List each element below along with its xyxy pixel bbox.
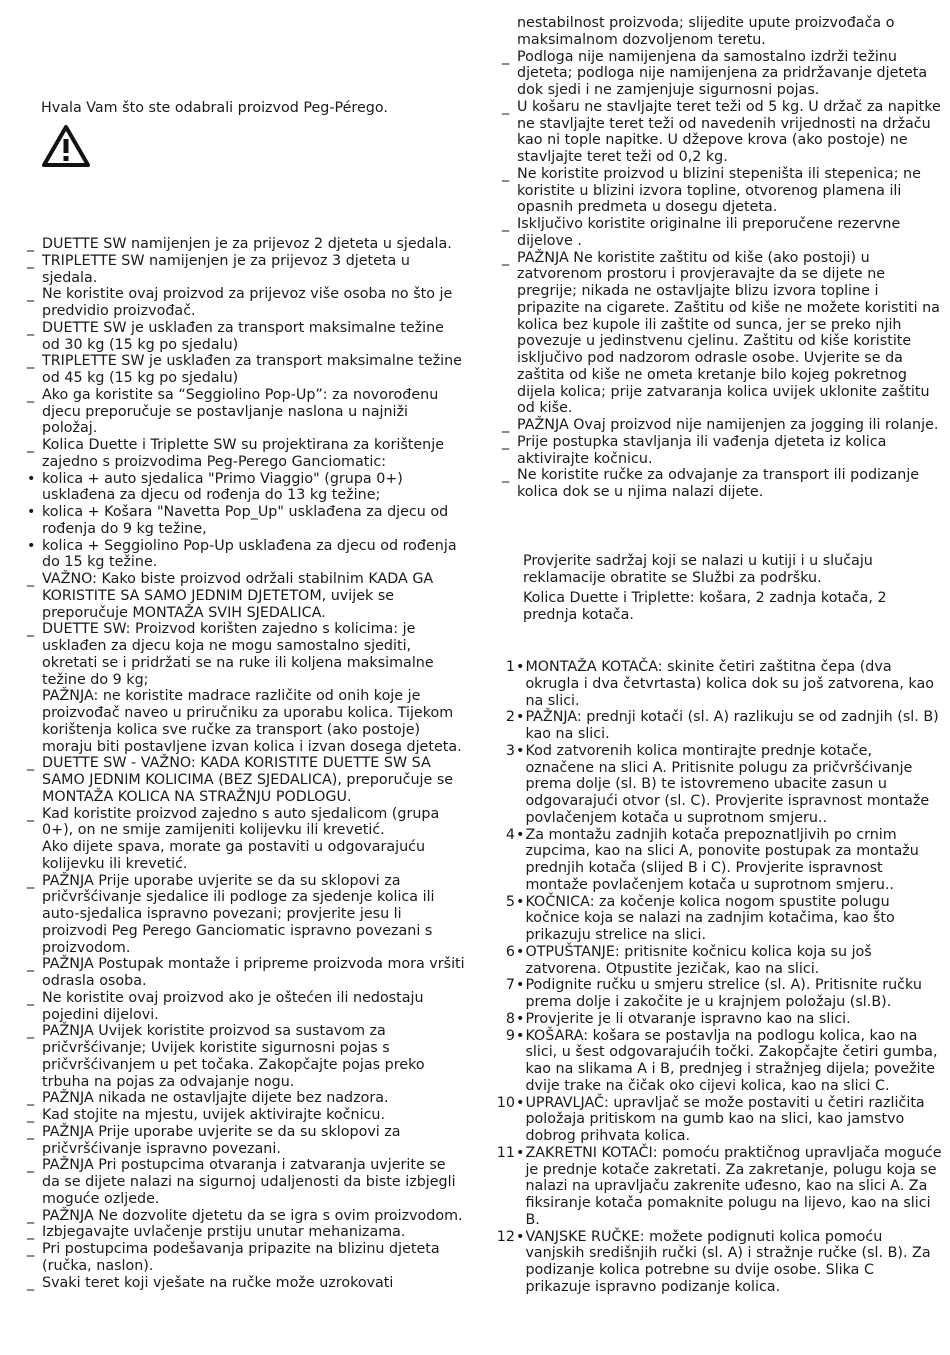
assembly-step xyxy=(495,1095,942,1145)
step-number: 4 xyxy=(505,826,515,843)
list-item xyxy=(27,571,465,621)
step-text: KOŠARA: košara se postavlja na podlogu kolica, kao na slici, u šest odgovarajućih točki. Zakopčajte četiri gumba, kao na slikama A i B, prednjeg i stražnjeg dijela; povežite dvije trake na čičak oko cijevi kolica, kao na slici C. xyxy=(525,1027,938,1094)
intro-text: Hvala Vam što ste odabrali proizvod Peg-Pérego. xyxy=(41,100,388,116)
list-item xyxy=(27,538,465,572)
list-item xyxy=(502,216,942,250)
list-item-text: Kolica Duette i Triplette SW su projektirana za korištenje zajedno s proizvodima Peg-Perego Ganciomatic: xyxy=(42,437,445,470)
list-item xyxy=(502,15,942,49)
dash-marker: _ xyxy=(502,165,510,182)
step-number: 2 xyxy=(505,709,515,726)
bullet-marker: • xyxy=(27,537,36,554)
dash-marker: _ xyxy=(27,319,35,336)
bullet-marker: • xyxy=(27,470,36,487)
step-number: 5 xyxy=(505,893,515,910)
warning-triangle-icon xyxy=(41,124,91,168)
step-bullet: • xyxy=(516,709,525,726)
list-item xyxy=(27,873,465,957)
list-item xyxy=(27,806,465,840)
step-text: MONTAŽA KOTAČA: skinite četiri zaštitna čepa (dva okrugla i dva četvrtasta) kolica dok su još zatvorena, kao na slici. xyxy=(525,659,934,709)
step-text: Podignite ručku u smjeru strelice (sl. A). Pritisnite ručku prema dolje i zakočite je u krajnjem položaju (sl.B). xyxy=(525,977,922,1010)
list-item-text: Prije postupka stavljanja ili vađenja djeteta iz kolica aktivirajte kočnicu. xyxy=(517,433,887,467)
list-item-text: DUETTE SW namijenjen je za prijevoz 2 djeteta u sjedala. xyxy=(42,236,452,252)
dash-marker: _ xyxy=(27,872,35,889)
dash-marker xyxy=(502,15,517,49)
list-item-text: kolica + auto sjedalica "Primo Viaggio" (grupa 0+) usklađena za djecu od rođenja do 13 kg težine; xyxy=(42,470,403,504)
dash-marker xyxy=(27,839,42,873)
list-item xyxy=(27,1107,465,1124)
list-item-text: Ne koristite proizvod u blizini stepeništa ili stepenica; ne koristite u blizini izvora topline, otvorenog plamena ili opasnih predmeta u dosegu djeteta. xyxy=(517,165,921,216)
list-item-text: PAŽNJA Pri postupcima otvaranja i zatvaranja uvjerite se da se dijete nalazi na sigurnoj udaljenosti da biste izbjegli moguće ozljede. xyxy=(42,1157,456,1207)
dash-marker: _ xyxy=(502,216,510,232)
step-number: 8 xyxy=(505,1010,515,1027)
list-item xyxy=(27,956,465,990)
list-item xyxy=(502,99,942,166)
list-item xyxy=(27,353,465,387)
dash-marker: _ xyxy=(27,571,35,587)
list-item-text: Isključivo koristite originalne ili preporučene rezervne dijelove . xyxy=(517,216,901,249)
dash-marker: _ xyxy=(27,621,35,638)
list-item xyxy=(27,1090,465,1107)
dash-marker: _ xyxy=(27,1157,35,1174)
list-item xyxy=(27,1124,465,1158)
step-text: VANJSKE RUČKE: možete podignuti kolica pomoću vanjskih središnjih ručki (sl. A) i stražnje ručke (sl. B). Za podizanje kolica potrebne su dvije osobe. Slika C prikazuje ispravno podizanje kolica. xyxy=(525,1228,931,1295)
dash-marker: _ xyxy=(27,353,35,370)
list-item xyxy=(27,1224,465,1241)
step-text: PAŽNJA: prednji kotači (sl. A) razlikuju se od zadnjih (sl. B) kao na slici. xyxy=(525,709,939,742)
list-item-text: PAŽNJA Postupak montaže i pripreme proizvoda mora vršiti odrasla osoba. xyxy=(42,956,465,989)
list-item xyxy=(27,1208,465,1225)
dash-marker: _ xyxy=(27,1123,35,1140)
assembly-step xyxy=(495,709,942,743)
dash-marker: _ xyxy=(502,417,510,433)
list-item-text: Pri postupcima podešavanja pripazite na blizinu djeteta (ručka, naslon). xyxy=(42,1241,440,1274)
step-bullet: • xyxy=(516,1010,525,1027)
dash-marker: _ xyxy=(27,1090,35,1107)
assembly-step xyxy=(495,1229,942,1296)
list-item xyxy=(27,236,465,253)
step-text: KOČNICA: za kočenje kolica nogom spustite polugu kočnice koja se nalazi na zadnjim kotačima, kao što prikazuju strelice na slici. xyxy=(525,893,895,943)
list-item xyxy=(502,434,942,468)
assembly-step xyxy=(495,894,942,944)
list-item xyxy=(27,320,465,354)
assembly-step xyxy=(495,1145,942,1229)
list-item-text: Kad stojite na mjestu, uvijek aktivirajte kočnicu. xyxy=(42,1107,386,1123)
list-item-text: Izbjegavajte uvlačenje prstiju unutar mehanizama. xyxy=(42,1224,406,1241)
dash-marker: _ xyxy=(27,1241,35,1257)
list-item xyxy=(502,417,942,434)
list-item xyxy=(27,621,465,688)
list-item xyxy=(27,839,465,873)
dash-marker: _ xyxy=(27,956,35,973)
step-bullet: • xyxy=(516,826,525,843)
list-item-text: PAŽNJA: ne koristite madrace različite od onih koje je proizvođač naveo u priručniku za uporabu kolica. Tijekom korištenja kolica sve ručke za transport (ako postoje) moraju biti postavljene izvan kolica i izvan dosega djeteta. xyxy=(42,688,462,755)
bullet-marker: • xyxy=(27,504,36,520)
list-item-text: kolica + Košara "Navetta Pop_Up" usklađena za djecu od rođenja do 9 kg težine, xyxy=(42,504,449,537)
step-text: UPRAVLJAČ: upravljač se može postaviti u četiri različita položaja pritiskom na gumb kao na slici, kao jamstvo dobrog prihvata kolica. xyxy=(525,1094,925,1144)
list-item xyxy=(502,250,942,418)
list-item-text: PAŽNJA Ovaj proizvod nije namijenjen za jogging ili rolanje. xyxy=(517,417,939,433)
list-item-text: Ne koristite ovaj proizvod ako je oštećen ili nedostaju pojedini dijelovi. xyxy=(42,989,424,1023)
step-text: OTPUŠTANJE: pritisnite kočnicu kolica koja su još zatvorena. Otpustite jezičak, kao na slici. xyxy=(525,943,872,977)
assembly-step xyxy=(495,827,942,894)
list-item-text: PAŽNJA nikada ne ostavljajte dijete bez nadzora. xyxy=(42,1090,389,1107)
contents-models-text: Kolica Duette i Triplette: košara, 2 zadnja kotača, 2 prednja kotača. xyxy=(523,590,887,623)
list-item xyxy=(27,437,465,471)
step-bullet: • xyxy=(516,1144,525,1161)
dash-marker: _ xyxy=(27,386,35,403)
list-item-text: TRIPLETTE SW je usklađen za transport maksimalne težine od 45 kg (15 kg po sjedalu) xyxy=(42,353,462,386)
step-number: 11 xyxy=(496,1144,515,1161)
step-bullet: • xyxy=(516,943,525,960)
list-item xyxy=(502,467,942,501)
list-item xyxy=(502,49,942,99)
dash-marker: _ xyxy=(27,989,35,1006)
list-item xyxy=(27,504,465,538)
list-item-text: Ako dijete spava, morate ga postaviti u odgovarajuću kolijevku ili krevetić. xyxy=(42,839,426,872)
list-item-text: Kad koristite proizvod zajedno s auto sjedalicom (grupa 0+), on ne smije zamijeniti kolijevku ili krevetić. xyxy=(42,805,440,839)
list-item xyxy=(27,1241,465,1275)
list-item-text: PAŽNJA Prije uporabe uvjerite se da su sklopovi za pričvršćivanje ispravno povezani. xyxy=(42,1123,401,1157)
step-number: 12 xyxy=(496,1228,515,1245)
list-item xyxy=(27,286,465,320)
step-bullet: • xyxy=(516,659,525,675)
assembly-step xyxy=(495,659,942,709)
list-item-text: TRIPLETTE SW namijenjen je za prijevoz 3 djeteta u sjedala. xyxy=(42,252,410,286)
safety-warnings-continued xyxy=(502,15,942,501)
list-item-text: Ako ga koristite sa “Seggiolino Pop-Up”: za novorođenu djecu preporučuje se postavljanje naslona u najniži položaj. xyxy=(42,386,439,437)
dash-marker: _ xyxy=(27,286,35,303)
step-number: 3 xyxy=(505,742,515,759)
list-item xyxy=(27,253,465,287)
assembly-step xyxy=(495,1028,942,1095)
list-item-text: VAŽNO: Kako biste proizvod održali stabilnim KADA GA KORISTITE SA SAMO JEDNIM DJETETOM, uvijek se preporučuje MONTAŽA SVIH SJEDALICA. xyxy=(42,571,434,621)
dash-marker: _ xyxy=(502,48,510,65)
safety-warnings-list xyxy=(27,236,465,1291)
list-item xyxy=(27,387,465,437)
dash-marker: _ xyxy=(502,467,510,484)
step-number: 9 xyxy=(505,1027,515,1044)
list-item-text: Podloga nije namijenjena da samostalno izdrži težinu djeteta; podloga nije namijenjena za pridržavanje djeteta dok sjedi i ne zamjenjuje sigurnosni pojas. xyxy=(517,48,928,98)
dash-marker: _ xyxy=(502,433,510,450)
step-text: Provjerite je li otvaranje ispravno kao na slici. xyxy=(525,1010,851,1027)
assembly-steps-list xyxy=(495,659,942,1296)
step-bullet: • xyxy=(516,1027,525,1044)
list-item-text: DUETTE SW - VAŽNO: KADA KORISTITE DUETTE SW SA SAMO JEDNIM KOLICIMA (BEZ SJEDALICA), preporučuje se MONTAŽA KOLICA NA STRAŽNJU PODLOGU. xyxy=(42,755,454,805)
list-item-text: PAŽNJA Uvijek koristite proizvod sa sustavom za pričvršćivanje; Uvijek koristite sigurnosni pojas s pričvršćivanjem u pet točaka. Zakopčajte pojas preko trbuha na pojas za odvajanje nogu. xyxy=(42,1023,425,1090)
list-item xyxy=(27,688,465,755)
list-item-text: PAŽNJA Ne dozvolite djetetu da se igra s ovim proizvodom. xyxy=(42,1207,463,1224)
dash-marker: _ xyxy=(27,236,35,252)
step-bullet: • xyxy=(516,977,525,994)
step-number: 1 xyxy=(505,659,515,675)
step-bullet: • xyxy=(516,742,525,759)
list-item xyxy=(502,166,942,216)
assembly-step xyxy=(495,743,942,827)
list-item xyxy=(27,990,465,1024)
dash-marker: _ xyxy=(27,1274,35,1291)
dash-marker: _ xyxy=(27,252,35,269)
step-bullet: • xyxy=(516,1228,525,1245)
dash-marker: _ xyxy=(502,98,510,115)
list-item-text: kolica + Seggiolino Pop-Up usklađena za djecu od rođenja do 15 kg težine. xyxy=(42,537,457,571)
dash-marker: _ xyxy=(502,249,510,266)
dash-marker: _ xyxy=(27,1107,35,1123)
list-item-text: Ne koristite ovaj proizvod za prijevoz više osoba no što je predvidio proizvođač. xyxy=(42,286,453,319)
list-item xyxy=(27,755,465,805)
list-item xyxy=(27,1275,465,1292)
step-text: Za montažu zadnjih kotača prepoznatljivih po crnim zupcima, kao na slici A, ponovite postupak za montažu prednjih kotača (slijed B i C). Provjerite ispravnost montaže povlačenjem kotača u suprotnom smjeru.. xyxy=(525,826,919,893)
list-item-text: DUETTE SW: Proizvod korišten zajedno s kolicima: je usklađen za djecu koja ne mogu samostalno sjediti, okretati se i pridržati se na ruke ili koljena maksimalne težine do 9 kg; xyxy=(42,621,434,688)
dash-marker xyxy=(27,688,42,755)
assembly-step xyxy=(495,944,942,978)
list-item-text: nestabilnost proizvoda; slijedite upute proizvođača o maksimalnom dozvoljenom teretu. xyxy=(517,15,895,48)
list-item xyxy=(27,1023,465,1090)
step-number: 7 xyxy=(505,977,515,994)
list-item xyxy=(27,1157,465,1207)
step-text: Kod zatvorenih kolica montirajte prednje kotače, označene na slici A. Pritisnite polugu za pričvršćivanje prema dolje (sl. B) te istovremeno ubacite zasun u odgovarajući otvor (sl. C). Provjerite ispravnost montaže povlačenjem kotača u suprotnom smjeru.. xyxy=(525,742,930,826)
step-bullet: • xyxy=(516,1094,525,1111)
list-item-text: U košaru ne stavljajte teret teži od 5 kg. U držač za napitke ne stavljajte teret teži od navedenih vrijednosti na držaču kao ni tople napitke. U džepove krova (ako postoje) ne stavljajte teret teži od 0,2 kg. xyxy=(517,98,941,165)
contents-text: Provjerite sadržaj koji se nalazi u kutiji i u slučaju reklamacije obratite se Službi za podršku. xyxy=(523,553,873,586)
step-number: 10 xyxy=(496,1094,515,1111)
step-bullet: • xyxy=(516,893,525,910)
assembly-step xyxy=(495,1011,942,1028)
list-item-text: DUETTE SW je usklađen za transport maksimalne težine od 30 kg (15 kg po sjedalu) xyxy=(42,319,444,353)
dash-marker: _ xyxy=(27,1224,35,1241)
step-number: 6 xyxy=(505,943,515,960)
dash-marker: _ xyxy=(27,805,35,822)
dash-marker: _ xyxy=(27,1207,35,1224)
dash-marker: _ xyxy=(27,437,35,453)
list-item-text: PAŽNJA Prije uporabe uvjerite se da su sklopovi za pričvršćivanje sjedalice ili podloge za sjedenje kolica ili auto-sjedalica ispravno povezani; provjerite jesu li proizvodi Peg Perego Ganciomatic ispravno povezani s proizvodom. xyxy=(42,872,435,956)
list-item-text: Svaki teret koji vješate na ručke može uzrokovati xyxy=(42,1274,394,1291)
step-text: ZAKRETNI KOTAČI: pomoću praktičnog upravljača moguće je prednje kotače zakretati. Za zakretanje, polugu koja se nalazi na upravljaču zakrenite uđesno, kao na slici A. Za fiksiranje kotača pomaknite polugu na lijevo, kao na slici B. xyxy=(525,1144,942,1228)
list-item-text: PAŽNJA Ne koristite zaštitu od kiše (ako postoji) u zatvorenom prostoru i provjeravajte da se dijete ne pregrije; nikada ne ostavljajte blizu izvora topline i pripazite na cigarete. Zaštitu od kiše ne možete koristiti na kolica bez kupole ili zaštite od sunca, jer se preko njih povezuje u jedinstvenu cjelinu. Zaštitu od kiše koristite isključivo pod nadzorom odrasle osobe. Uvjerite se da zaštita od kiše ne ometa kretanje bilo kojeg pokretnog dijela kolica; prije zatvaranja kolica uvijek uklonite zaštitu od kiše. xyxy=(517,249,940,417)
dash-marker: _ xyxy=(27,755,35,772)
dash-marker: _ xyxy=(27,1023,35,1040)
list-item-text: Ne koristite ručke za odvajanje za transport ili podizanje kolica dok se u njima nalazi dijete. xyxy=(517,467,920,500)
list-item xyxy=(27,471,465,505)
assembly-step xyxy=(495,977,942,1011)
